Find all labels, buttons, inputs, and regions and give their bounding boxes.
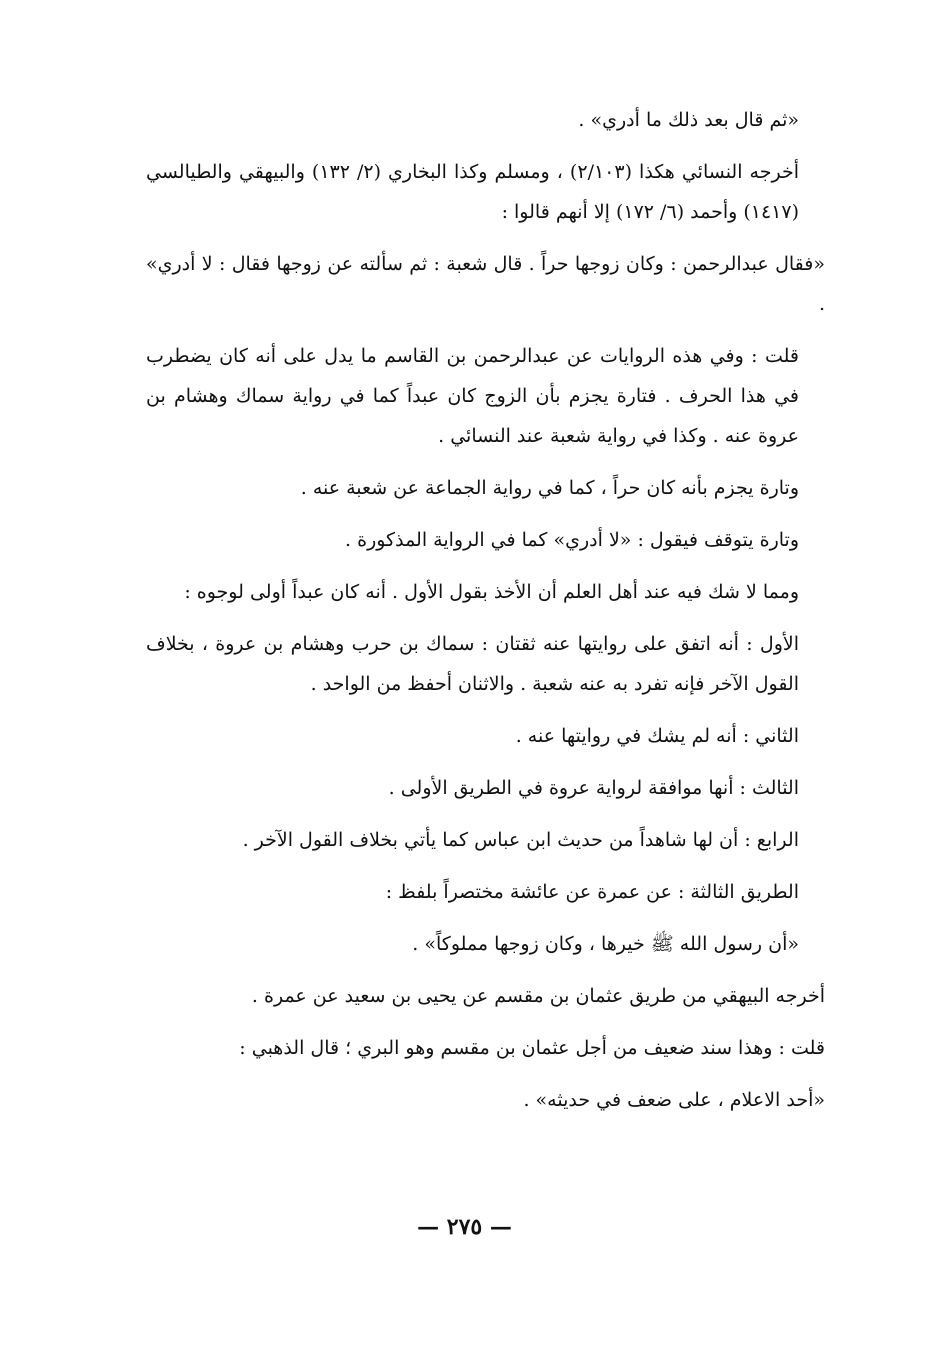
reason-paragraph: الأول : أنه اتفق على روايتها عنه ثقتان : سماك بن حرب وهشام بن عروة ، بخلاف القول الآخر فإنه تفرد به عنه شعبة . والاثنان أحفظ من الواحد . — [146, 633, 799, 695]
reason-paragraph: الثالث : أنها موافقة لرواية عروة في الطريق الأولى . — [388, 777, 799, 799]
quote-paragraph: «أحد الاعلام ، على ضعف في حديثه» . — [523, 1089, 825, 1111]
reason-paragraph: الرابع : أن لها شاهداً من حديث ابن عباس كما يأتي بخلاف القول الآخر . — [242, 829, 799, 851]
commentary-paragraph: قلت : وفي هذه الروايات عن عبدالرحمن بن القاسم ما يدل على أنه كان يضطرب في هذا الحرف . فتارة يجزم بأن الزوج كان عبداً كما في رواية سماك وهشام بن عروة عنه . وكذا في رواية شعبة عند النسائي . — [146, 345, 799, 447]
citation-paragraph: أخرجه النسائي هكذا (٢/١٠٣) ، ومسلم وكذا البخاري (٢/ ١٣٢) والبيهقي والطيالسي (١٤١٧) وأحمد (٦/ ١٧٢) إلا أنهم قالوا : — [146, 161, 799, 223]
page-number: — ٢٧٥ — — [417, 1214, 512, 1240]
commentary-paragraph: قلت : وهذا سند ضعيف من أجل عثمان بن مقسم وهو البري ؛ قال الذهبي : — [239, 1037, 825, 1059]
section-heading-paragraph: الطريق الثالثة : عن عمرة عن عائشة مختصراً بلفظ : — [385, 881, 799, 903]
commentary-paragraph: وتارة يجزم بأنه كان حراً ، كما في رواية الجماعة عن شعبة عنه . — [300, 477, 799, 499]
quote-paragraph: «فقال عبدالرحمن : وكان زوجها حراً . قال شعبة : ثم سألته عن زوجها فقال : لا أدري» . — [146, 253, 825, 315]
main-text — [146, 100, 825, 1132]
quote-paragraph: «ثم قال بعد ذلك ما أدري» . — [578, 109, 799, 131]
commentary-paragraph: ومما لا شك فيه عند أهل العلم أن الأخذ بقول الأول . أنه كان عبداً أولى لوجوه : — [184, 581, 799, 603]
reason-paragraph: الثاني : أنه لم يشك في روايتها عنه . — [515, 725, 799, 747]
commentary-paragraph: وتارة يتوقف فيقول : «لا أدري» كما في الرواية المذكورة . — [345, 529, 799, 551]
citation-paragraph: أخرجه البيهقي من طريق عثمان بن مقسم عن يحيى بن سعيد عن عمرة . — [251, 985, 825, 1007]
quote-paragraph: «أن رسول الله ﷺ خيرها ، وكان زوجها مملوكاً» . — [412, 933, 799, 955]
